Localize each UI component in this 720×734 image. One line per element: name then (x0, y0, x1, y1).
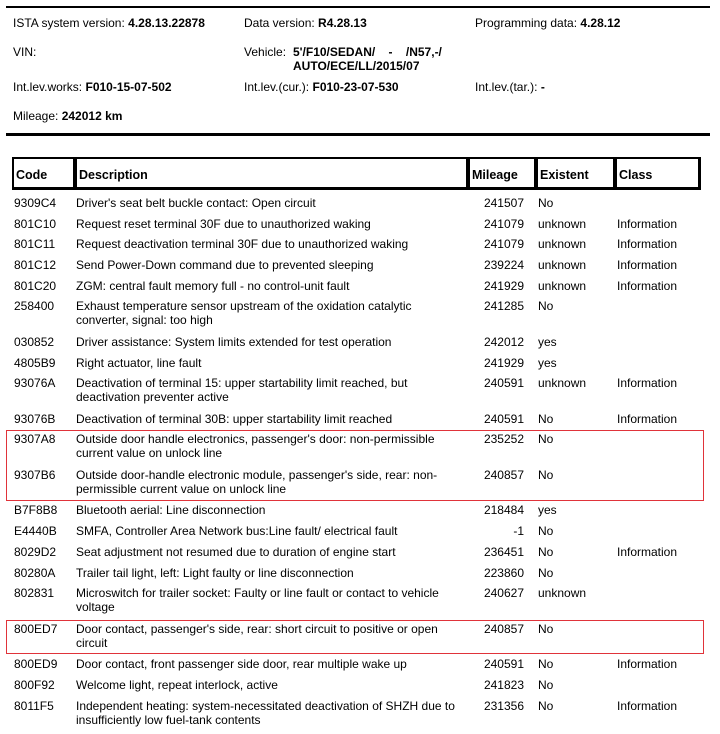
col-header-class: Class (615, 157, 701, 190)
programming-data-label: Programming data: (475, 16, 578, 30)
fault-description: ZGM: central fault memory full - no control-unit fault (76, 279, 350, 293)
fault-code: 800ED7 (14, 622, 58, 636)
fault-existent: No (538, 412, 554, 426)
fault-description: Welcome light, repeat interlock, active (76, 678, 278, 692)
fault-code: 800ED9 (14, 657, 58, 671)
fault-existent: No (538, 432, 554, 446)
col-header-code: Code (12, 157, 76, 190)
fault-class: Information (617, 545, 678, 559)
vehicle-label: Vehicle: (244, 45, 287, 59)
ista-version (13, 16, 205, 30)
int-lev-works-value: F010-15-07-502 (85, 80, 172, 94)
fault-existent: yes (538, 503, 557, 517)
fault-description: SMFA, Controller Area Network bus:Line fault/ electrical fault (76, 524, 398, 538)
fault-class: Information (617, 279, 678, 293)
fault-mileage: 231356 (483, 699, 524, 713)
fault-class: Information (617, 237, 678, 251)
fault-code: 802831 (14, 586, 55, 600)
fault-existent: No (538, 622, 554, 636)
int-lev-cur (244, 80, 399, 94)
fault-description: Trailer tail light, left: Light faulty or line disconnection (76, 566, 354, 580)
fault-existent: unknown (538, 217, 587, 231)
fault-code: B7F8B8 (14, 503, 58, 517)
fault-mileage: 236451 (483, 545, 524, 559)
vehicle-line-2: AUTO/ECE/LL/2015/07 (293, 59, 420, 73)
vin (13, 45, 36, 59)
fault-mileage: 242012 (483, 335, 524, 349)
fault-mileage: 240591 (483, 657, 524, 671)
fault-description: Outside door-handle electronic module, passenger's side, rear: non-permissible current value on unlock line (76, 468, 438, 496)
fault-code: 258400 (14, 299, 55, 313)
fault-description: Door contact, passenger's side, rear: short circuit to positive or open circuit (76, 622, 438, 650)
int-lev-tar (475, 80, 545, 94)
fault-mileage: 223860 (483, 566, 524, 580)
programming-data (475, 16, 620, 30)
ista-version-label: ISTA system version: (13, 16, 125, 30)
fault-description: Driver's seat belt buckle contact: Open circuit (76, 196, 316, 210)
fault-description: Deactivation of terminal 30B: upper startability limit reached (76, 412, 393, 426)
fault-class: Information (617, 376, 678, 390)
fault-existent: yes (538, 356, 557, 370)
fault-description: Door contact, front passenger side door, rear multiple wake up (76, 657, 407, 671)
int-lev-works-label: Int.lev.works: (13, 80, 83, 94)
fault-description: Deactivation of terminal 15: upper startability limit reached, but deactivation preventer active (76, 376, 408, 404)
header-top-rule (6, 6, 710, 8)
fault-mileage: 240857 (483, 622, 524, 636)
fault-mileage: 241079 (483, 237, 524, 251)
fault-mileage: 240627 (483, 586, 524, 600)
fault-existent: No (538, 196, 554, 210)
fault-existent: unknown (538, 376, 587, 390)
fault-class: Information (617, 699, 678, 713)
fault-description: Seat adjustment not resumed due to duration of engine start (76, 545, 396, 559)
fault-code: 801C12 (14, 258, 57, 272)
fault-code: 93076A (14, 376, 56, 390)
fault-existent: unknown (538, 586, 587, 600)
fault-mileage: 241929 (483, 356, 524, 370)
fault-class: Information (617, 657, 678, 671)
fault-description: Request deactivation terminal 30F due to unauthorized waking (76, 237, 409, 251)
header-bottom-rule (6, 133, 710, 136)
int-lev-cur-label: Int.lev.(cur.): (244, 80, 310, 94)
fault-existent: unknown (538, 279, 587, 293)
fault-code: 4805B9 (14, 356, 56, 370)
int-lev-tar-label: Int.lev.(tar.): (475, 80, 538, 94)
fault-mileage: 218484 (483, 503, 524, 517)
fault-class: Information (617, 258, 678, 272)
fault-description: Driver assistance: System limits extended for test operation (76, 335, 392, 349)
fault-mileage: 241285 (483, 299, 524, 313)
fault-mileage: 241823 (483, 678, 524, 692)
fault-class: Information (617, 217, 678, 231)
fault-code: 9307A8 (14, 432, 56, 446)
fault-description: Outside door handle electronics, passenger's door: non-permissible current value on unlock line (76, 432, 435, 460)
ista-version-value: 4.28.13.22878 (128, 16, 205, 30)
fault-code: 801C10 (14, 217, 57, 231)
fault-mileage: 240857 (483, 468, 524, 482)
fault-existent: unknown (538, 258, 587, 272)
fault-code: 9307B6 (14, 468, 56, 482)
fault-code: 8029D2 (14, 545, 57, 559)
fault-description: Exhaust temperature sensor upstream of the oxidation catalytic converter, signal: too high (76, 299, 412, 327)
fault-description: Send Power-Down command due to prevented sleeping (76, 258, 374, 272)
vehicle-line-1: 5'/F10/SEDAN/ - /N57,-/ (293, 45, 442, 59)
fault-existent: unknown (538, 237, 587, 251)
vehicle-value (293, 45, 442, 73)
fault-mileage: 241079 (483, 217, 524, 231)
mileage-value: 242012 km (61, 109, 123, 123)
fault-code: 801C20 (14, 279, 57, 293)
mileage (13, 109, 122, 123)
programming-data-value: 4.28.12 (580, 16, 621, 30)
fault-existent: No (538, 657, 554, 671)
fault-description: Independent heating: system-necessitated deactivation of SHZH due to insufficiently low fuel-tank contents (76, 699, 455, 727)
fault-mileage: 240591 (483, 376, 524, 390)
fault-existent: No (538, 566, 554, 580)
fault-class: Information (617, 412, 678, 426)
fault-code: 80280A (14, 566, 56, 580)
fault-mileage: 241929 (483, 279, 524, 293)
data-version-value: R4.28.13 (318, 16, 367, 30)
fault-code: 9309C4 (14, 196, 57, 210)
fault-existent: No (538, 678, 554, 692)
fault-existent: No (538, 468, 554, 482)
fault-description: Right actuator, line fault (76, 356, 202, 370)
fault-mileage: 239224 (483, 258, 524, 272)
int-lev-tar-value: - (540, 80, 545, 94)
fault-description: Bluetooth aerial: Line disconnection (76, 503, 266, 517)
fault-mileage: -1 (513, 524, 524, 538)
fault-mileage: 240591 (483, 412, 524, 426)
fault-existent: yes (538, 335, 557, 349)
fault-code: 800F92 (14, 678, 55, 692)
fault-existent: No (538, 524, 554, 538)
data-version (244, 16, 367, 30)
fault-existent: No (538, 545, 554, 559)
fault-mileage: 241507 (483, 196, 524, 210)
fault-existent: No (538, 299, 554, 313)
col-header-existent: Existent (536, 157, 616, 190)
fault-description: Microswitch for trailer socket: Faulty or line fault or contact to vehicle voltage (76, 586, 439, 614)
fault-description: Request reset terminal 30F due to unauthorized waking (76, 217, 371, 231)
fault-code: 030852 (14, 335, 55, 349)
vin-label: VIN: (13, 45, 37, 59)
col-header-mileage: Mileage (468, 157, 537, 190)
fault-mileage: 235252 (483, 432, 524, 446)
fault-existent: No (538, 699, 554, 713)
fault-code: 93076B (14, 412, 56, 426)
fault-code: 8011F5 (14, 699, 54, 713)
int-lev-works (13, 80, 172, 94)
fault-code: 801C11 (14, 237, 56, 251)
int-lev-cur-value: F010-23-07-530 (312, 80, 399, 94)
data-version-label: Data version: (244, 16, 315, 30)
fault-code: E4440B (14, 524, 57, 538)
col-header-description: Description (75, 157, 469, 190)
mileage-label: Mileage: (13, 109, 59, 123)
